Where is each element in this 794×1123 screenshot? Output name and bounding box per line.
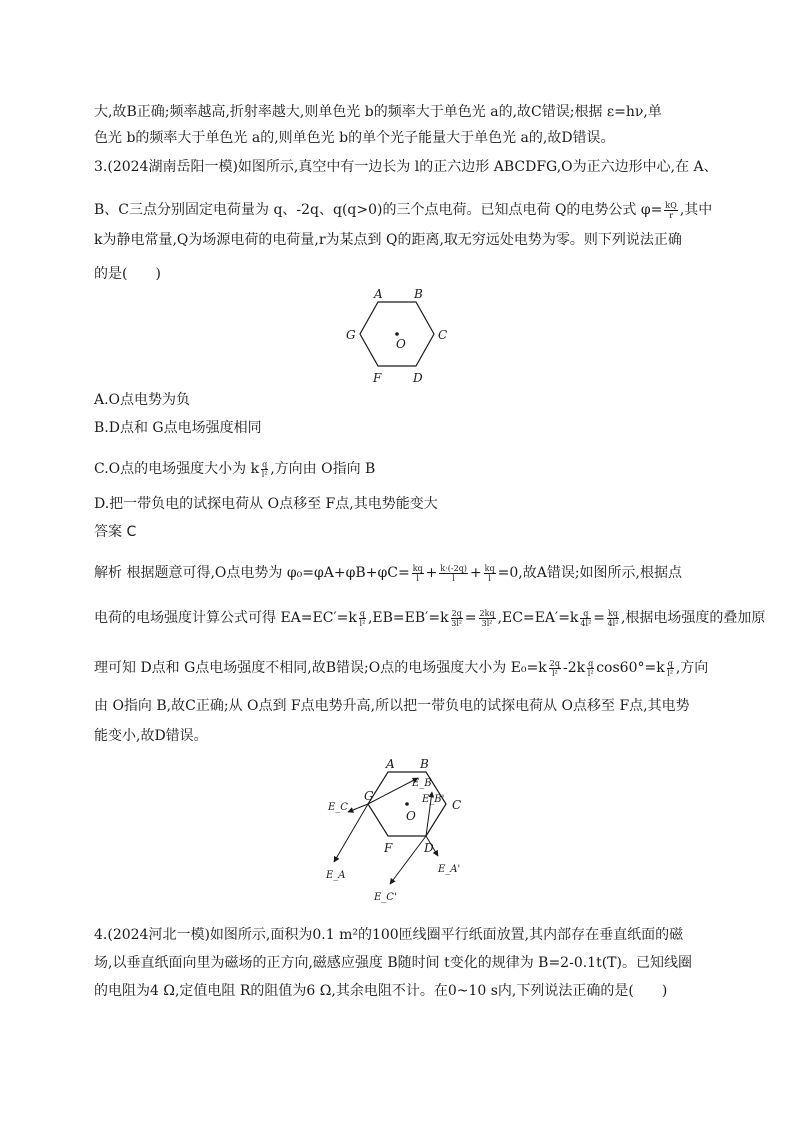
fraction-denominator: r: [669, 210, 674, 220]
analysis-text: ,EC=EA′=k: [497, 610, 579, 626]
analysis-text: ,根据电场强度的叠加原: [620, 610, 766, 626]
analysis-text: ,EB=EB′=k: [367, 610, 449, 626]
q3-stem-line-1: 3.(2024湖南岳阳一模)如图所示,真空中有一边长为 l的正六边形 ABCDFG,O为正六边形中心,在 A、: [94, 159, 718, 175]
formula-fraction: [484, 564, 496, 583]
fraction-denominator: l: [416, 573, 419, 583]
fraction-denominator: l²: [359, 618, 366, 628]
vertex-label-d: D: [424, 841, 434, 855]
fraction-numerator: 2q: [451, 608, 462, 618]
fraction-numerator: 2q: [549, 658, 560, 668]
fraction-denominator: 3l²: [451, 618, 463, 628]
q3-stem-line-2-text: B、C三点分别固定电荷量为 q、-2q、q(q>0)的三个点电荷。已知点电荷 Q的电势公式 φ=: [94, 202, 663, 218]
fraction-numerator: kQ: [665, 200, 677, 210]
option-b: B.D点和 G点电场强度相同: [94, 420, 262, 436]
vertex-label-a: A: [386, 757, 395, 771]
operator: +: [469, 565, 482, 581]
label-ec-prime: E_C': [374, 892, 397, 903]
fraction-numerator: q: [667, 658, 673, 668]
option-c-prefix: C.O点的电场强度大小为 k: [94, 461, 260, 477]
analysis-text: 理可知 D点和 G点电场强度不相同,故B错误;O点的电场强度大小为 E₀=k: [94, 660, 547, 676]
option-a: A.O点电势为负: [94, 392, 191, 408]
analysis-line-2: [94, 608, 765, 628]
option-c: [94, 459, 375, 479]
prev-text-line-2: 色光 b的频率大于单色光 a的,则单色光 b的单个光子能量大于单色光 a的,故D错误。: [94, 130, 615, 146]
fraction-numerator: q: [262, 459, 268, 469]
vertex-label-f: F: [373, 371, 382, 385]
label-ec: E_C: [328, 802, 348, 813]
fraction-denominator: 3l²: [481, 618, 493, 628]
hexagon-figure: [338, 284, 458, 388]
analysis-text: 电荷的电场强度计算公式可得 EA=EC′=k: [94, 610, 357, 626]
fraction-numerator: q: [588, 658, 594, 668]
formula-fraction: [667, 659, 674, 678]
analysis-text: =0,故A错误;如图所示,根据点: [497, 565, 683, 581]
prev-text-line-1: 大,故B正确;频率越高,折射率越大,则单色光 b的频率大于单色光 a的,故C错误;根据 ε=hν,单: [94, 104, 662, 120]
label-ea: E_A: [326, 870, 346, 881]
operator: =: [593, 610, 606, 626]
label-eb-prime: E_B': [422, 794, 445, 805]
formula-fraction: [439, 564, 468, 583]
center-point: [405, 802, 409, 806]
vertex-label-b: B: [414, 287, 423, 301]
formula-fraction: [451, 609, 463, 628]
fraction-numerator: kq: [484, 563, 495, 573]
q3-stem-line-2: [94, 200, 712, 220]
formula-fraction: [607, 609, 619, 628]
q3-stem-line-4: 的是( ): [94, 266, 161, 282]
operator: =: [464, 610, 477, 626]
answer-line: 答案 C: [94, 524, 137, 540]
fraction-denominator: l²: [261, 469, 268, 479]
analysis-text: ,方向: [675, 660, 709, 676]
label-eb: E_B: [412, 778, 432, 789]
center-label-o: O: [406, 809, 416, 823]
potential-formula-fraction: [664, 201, 677, 220]
formula-fraction: [412, 564, 424, 583]
option-c-fraction: [261, 460, 268, 479]
fraction-denominator: l: [452, 573, 455, 583]
vertex-label-f: F: [384, 841, 393, 855]
fraction-denominator: l²: [667, 668, 674, 678]
formula-fraction: [587, 659, 594, 678]
vertex-label-d: D: [413, 371, 423, 385]
q3-stem-line-3: k为静电常量,Q为场源电荷的电荷量,r为某点到 Q的距离,取无穷远处电势为零。则下列说法正确: [94, 232, 682, 248]
field-vector-figure: [320, 752, 490, 910]
fraction-denominator: l²: [551, 668, 558, 678]
fraction-denominator: l²: [587, 668, 594, 678]
analysis-line-3: [94, 658, 708, 678]
analysis-text: -2k: [562, 660, 586, 676]
fraction-denominator: 4l²: [607, 618, 619, 628]
analysis-line-4: 由 O指向 B,故C正确;从 O点到 F点电势升高,所以把一带负电的试探电荷从 O点移至 F点,其电势: [94, 698, 690, 714]
analysis-line-1: [94, 563, 682, 583]
analysis-line-5: 能变小,故D错误。: [94, 728, 208, 744]
fraction-denominator: 4l²: [580, 618, 592, 628]
option-c-suffix: ,方向由 O指向 B: [270, 461, 376, 477]
fraction-numerator: k·(-2q): [440, 563, 467, 573]
vector-ec: [348, 804, 368, 812]
formula-fraction: [479, 609, 496, 628]
formula-fraction: [549, 659, 561, 678]
option-d: D.把一带负电的试探电荷从 O点移至 F点,其电势能变大: [94, 496, 438, 512]
analysis-text: 解析 根据题意可得,O点电势为 φ₀=φA+φB+φC=: [94, 565, 410, 581]
q3-stem-line-2-tail: ,其中: [679, 202, 713, 218]
center-point: [395, 332, 399, 336]
fraction-numerator: kq: [608, 608, 618, 618]
operator: +: [425, 565, 438, 581]
vertex-label-c: C: [438, 328, 448, 342]
fraction-numerator: kq: [412, 563, 423, 573]
vertex-label-b: B: [420, 757, 429, 771]
formula-fraction: [580, 609, 591, 628]
analysis-text: cos60°=k: [596, 660, 665, 676]
vertex-label-g: G: [346, 328, 356, 342]
label-ea-prime: E_A': [438, 864, 461, 875]
fraction-numerator: q: [359, 608, 365, 618]
q4-stem-line-1: 4.(2024河北一模)如图所示,面积为0.1 m²的100匝线圈平行纸面放置,其内部存在垂直纸面的磁: [94, 927, 684, 943]
q4-stem-line-3: 的电阻为4 Ω,定值电阻 R的阻值为6 Ω,其余电阻不计。在0~10 s内,下列说法正确的是( ): [94, 983, 668, 999]
formula-fraction: [359, 609, 366, 628]
q4-stem-line-2: 场,以垂直纸面向里为磁场的正方向,磁感应强度 B随时间 t变化的规律为 B=2-0.1t(T)。已知线圈: [94, 955, 692, 971]
center-label-o: O: [396, 337, 406, 351]
fraction-numerator: 2kq: [479, 608, 495, 618]
vertex-label-a: A: [374, 287, 383, 301]
vector-ec-prime: [390, 836, 426, 884]
vertex-label-c: C: [452, 798, 462, 812]
fraction-denominator: l: [488, 573, 491, 583]
vertex-label-g: G: [364, 789, 374, 803]
fraction-numerator: q: [580, 609, 591, 619]
